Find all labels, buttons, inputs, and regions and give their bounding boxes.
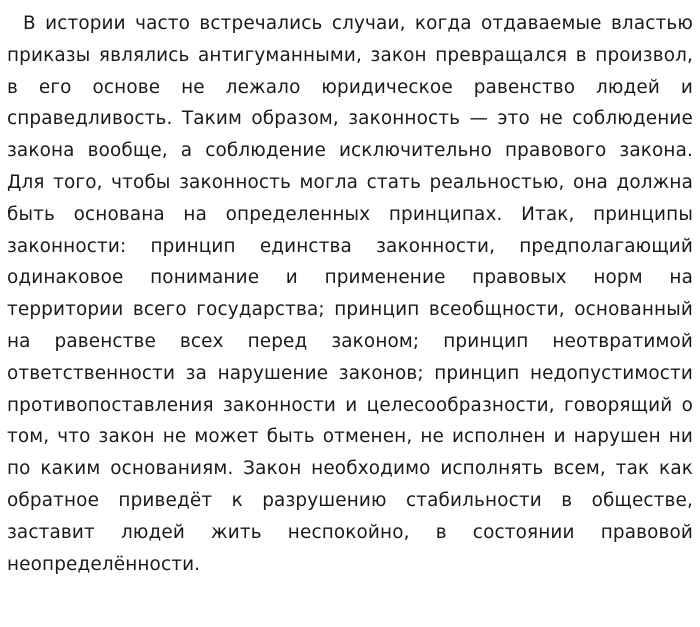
document-page <box>7 8 693 580</box>
body-paragraph: В истории часто встречались случаи, когда отдаваемые властью приказы являлись антигуманными, закон превращался в произвол, в его основе не лежало юридическое равенство людей и справедливость. Таким образом, законность — это не соблюдение закона вообще, а соблюдение исключительно правового закона. Для того, чтобы законность могла стать реальностью, она должна быть основана на определенных принципах. Итак, принципы законности: принцип единства законности, предполагающий одинаковое понимание и применение правовых норм на территории всего государства; принцип всеобщности, основанный на равенстве всех перед законом; принцип неотвратимой ответственности за нарушение законов; принцип недопустимости противопоставления законности и целесообразности, говорящий о том, что закон не может быть отменен, не исполнен и нарушен ни по каким основаниям. Закон необходимо исполнять всем, так как обратное приведёт к разрушению стабильности в обществе, заставит людей жить неспокойно, в состоянии правовой неопределённости. <box>7 13 693 575</box>
